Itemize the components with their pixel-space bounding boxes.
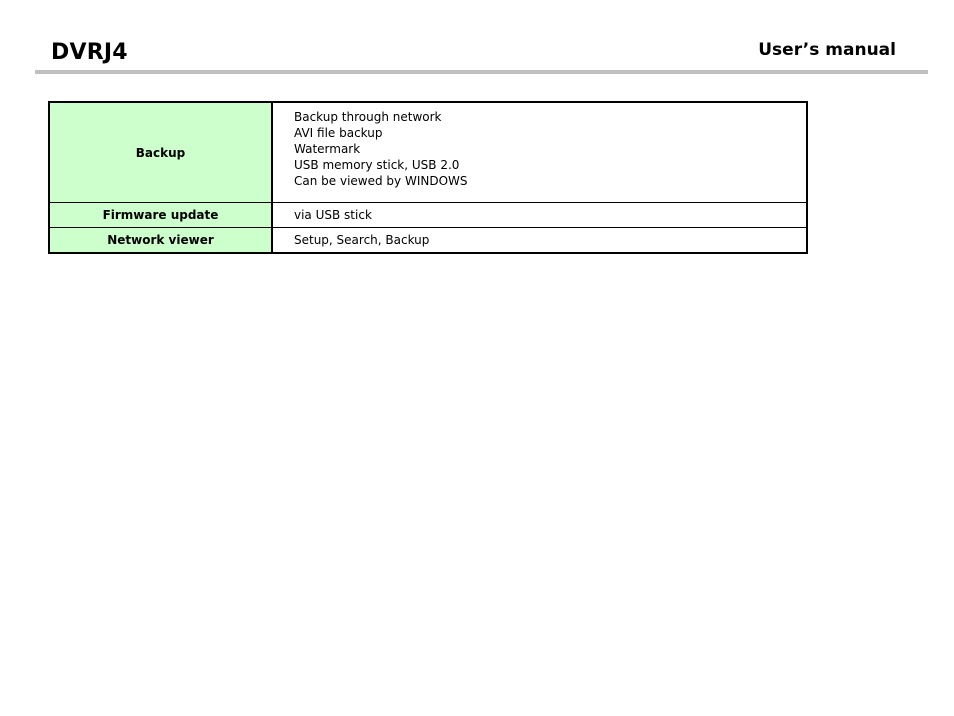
table-value-line: Backup through network xyxy=(294,110,442,124)
table-value-cell: Setup, Search, Backup xyxy=(272,228,807,254)
specification-table xyxy=(48,101,808,254)
header-divider xyxy=(35,70,928,74)
table-value-line: Watermark xyxy=(294,142,361,156)
table-value-line: Can be viewed by WINDOWS xyxy=(294,174,468,188)
table-value-cell xyxy=(272,102,807,203)
table-row-backup xyxy=(49,102,807,203)
table-label-cell: Network viewer xyxy=(49,228,272,254)
document-title: DVRJ4 xyxy=(51,40,128,65)
table-label-cell: Backup xyxy=(49,102,272,203)
table-row-firmware-update xyxy=(49,203,807,228)
table-value-line: USB memory stick, USB 2.0 xyxy=(294,158,460,172)
table-label-cell: Firmware update xyxy=(49,203,272,228)
table-row-network-viewer xyxy=(49,228,807,254)
table-value-line: AVI file backup xyxy=(294,126,383,140)
document-subtitle: User’s manual xyxy=(758,40,896,60)
table-value-cell: via USB stick xyxy=(272,203,807,228)
